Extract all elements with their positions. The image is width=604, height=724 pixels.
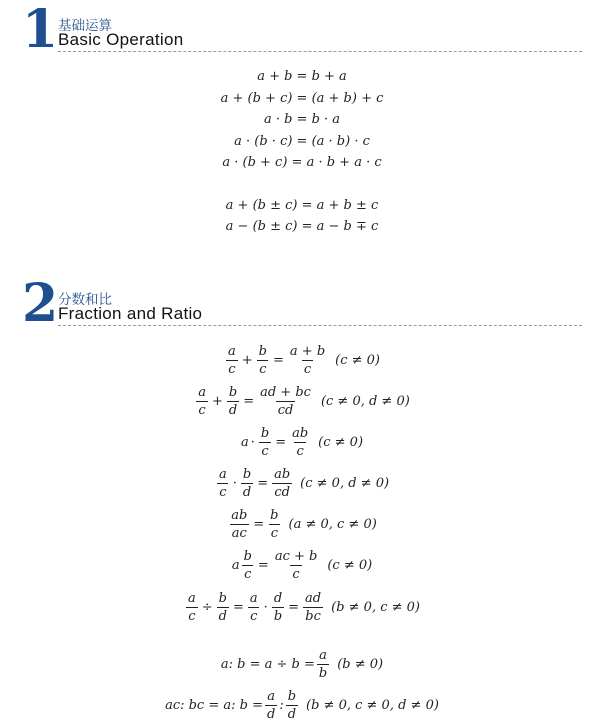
basic-equations (0, 66, 604, 238)
condition: (c ≠ 0, d ≠ 0) (300, 476, 390, 491)
operator: = (273, 353, 284, 368)
equation: a + (b + c) = (a + b) + c (220, 90, 384, 106)
numerator: ab (231, 508, 248, 523)
section-divider (58, 51, 582, 52)
math-text: a: b = a ÷ b = (220, 657, 315, 672)
fraction (317, 647, 329, 682)
operator: = (288, 600, 300, 615)
numerator: d (273, 591, 283, 606)
numerator: b (270, 508, 279, 523)
numerator: a (319, 648, 327, 663)
fraction (258, 384, 313, 419)
fraction (290, 425, 310, 460)
operator: + (241, 353, 253, 368)
operator: + (211, 394, 223, 409)
denominator: b (273, 609, 283, 624)
numerator: b (218, 591, 227, 606)
denominator: c (270, 526, 278, 541)
operator: = (257, 476, 269, 491)
fraction (303, 590, 323, 625)
numerator: b (287, 688, 297, 704)
math-text: a (231, 558, 240, 573)
denominator: c (198, 403, 206, 418)
operator: = (243, 394, 255, 409)
numerator: ab (292, 426, 309, 441)
section-title-en: Fraction and Ratio (58, 304, 203, 323)
numerator: a + b (289, 344, 326, 359)
fraction (272, 466, 292, 501)
numerator: a (218, 467, 227, 482)
fraction (227, 384, 239, 419)
operator: · (263, 600, 268, 615)
fraction (196, 384, 208, 419)
section-title-en: Basic Operation (58, 30, 184, 49)
denominator: c (219, 485, 227, 500)
equation: a · (b + c) = a · b + a · c (222, 155, 382, 170)
denominator: c (259, 362, 267, 377)
fraction (272, 590, 284, 625)
numerator: a (267, 688, 276, 704)
operator: = (257, 558, 269, 573)
numerator: b (260, 426, 270, 441)
denominator: ac (231, 526, 247, 541)
denominator: d (228, 403, 238, 418)
math-text: : (279, 697, 284, 713)
denominator: cd (277, 403, 294, 418)
equation: a · b = b · a (263, 112, 341, 127)
numerator: ab (274, 467, 291, 482)
fraction (268, 507, 280, 542)
denominator: c (303, 362, 312, 377)
equation: a − (b ± c) = a − b ∓ c (225, 219, 379, 234)
condition: (c ≠ 0) (318, 435, 364, 450)
operator: ÷ (201, 600, 213, 615)
denominator: c (296, 444, 304, 459)
operator: · (232, 476, 237, 491)
fraction-equation (0, 545, 604, 586)
denominator: d (242, 485, 252, 500)
fraction (241, 466, 253, 501)
fraction (186, 590, 198, 625)
numerator: b (228, 385, 238, 400)
numerator: b (258, 344, 267, 359)
denominator: b (318, 666, 328, 681)
condition: (a ≠ 0, c ≠ 0) (288, 517, 377, 532)
fraction (248, 590, 260, 625)
numerator: a (198, 385, 206, 400)
fraction-equation (0, 504, 604, 545)
fraction-equation (0, 381, 604, 422)
operator: = (253, 517, 265, 532)
operator: = (233, 600, 244, 615)
numerator: b (243, 549, 252, 564)
section-divider (58, 325, 582, 326)
fraction (226, 343, 238, 378)
section-title-cn: 基础运算 (58, 18, 112, 34)
denominator: d (266, 706, 276, 722)
denominator: c (250, 609, 258, 624)
fraction-equation (0, 340, 604, 381)
fraction (259, 425, 271, 460)
denominator: c (261, 444, 269, 459)
denominator: d (218, 609, 227, 624)
fraction (257, 343, 269, 378)
condition: (c ≠ 0, d ≠ 0) (320, 394, 410, 409)
fraction-equation (0, 422, 604, 463)
fraction (265, 688, 277, 723)
fraction-equation (0, 586, 604, 629)
operator: = (275, 435, 287, 450)
numerator: ad + bc (260, 385, 311, 400)
equation: a + b = b + a (257, 69, 347, 84)
numerator: a (249, 591, 258, 606)
numerator: ac + b (274, 549, 318, 564)
math-text: a (240, 435, 249, 450)
fraction-equation (0, 686, 604, 724)
denominator: c (228, 362, 236, 377)
equation: a + (b ± c) = a + b ± c (225, 197, 379, 213)
numerator: a (188, 591, 196, 606)
section-header-fraction (22, 273, 582, 334)
fraction-equation (0, 643, 604, 686)
section-number: 2 (22, 273, 59, 334)
denominator: c (292, 567, 300, 582)
condition: (b ≠ 0, c ≠ 0, d ≠ 0) (306, 697, 439, 713)
numerator: a (228, 344, 236, 359)
denominator: cd (274, 485, 290, 500)
section-title-cn: 分数和比 (58, 292, 112, 308)
condition: (b ≠ 0, c ≠ 0) (331, 600, 420, 615)
operator: · (250, 435, 255, 450)
condition: (c ≠ 0) (335, 353, 380, 368)
fraction (217, 590, 229, 625)
denominator: c (244, 567, 252, 582)
fraction-equation (0, 463, 604, 504)
math-text: ac: bc = a: b = (165, 697, 263, 713)
fraction (288, 343, 327, 378)
fraction-equations (0, 340, 604, 724)
fraction (217, 466, 229, 501)
row-gap (0, 629, 604, 643)
fraction (242, 548, 254, 583)
section-header-basic (22, 0, 582, 60)
numerator: ad (305, 591, 322, 606)
fraction (286, 688, 298, 723)
condition: (b ≠ 0) (337, 657, 384, 672)
section-number: 1 (22, 0, 59, 60)
equation: a · (b · c) = (a · b) · c (234, 133, 370, 149)
denominator: d (287, 706, 297, 722)
denominator: c (188, 609, 196, 624)
denominator: bc (305, 609, 321, 624)
numerator: b (242, 467, 252, 482)
condition: (c ≠ 0) (327, 558, 373, 573)
fraction (273, 548, 320, 583)
fraction (229, 507, 249, 542)
